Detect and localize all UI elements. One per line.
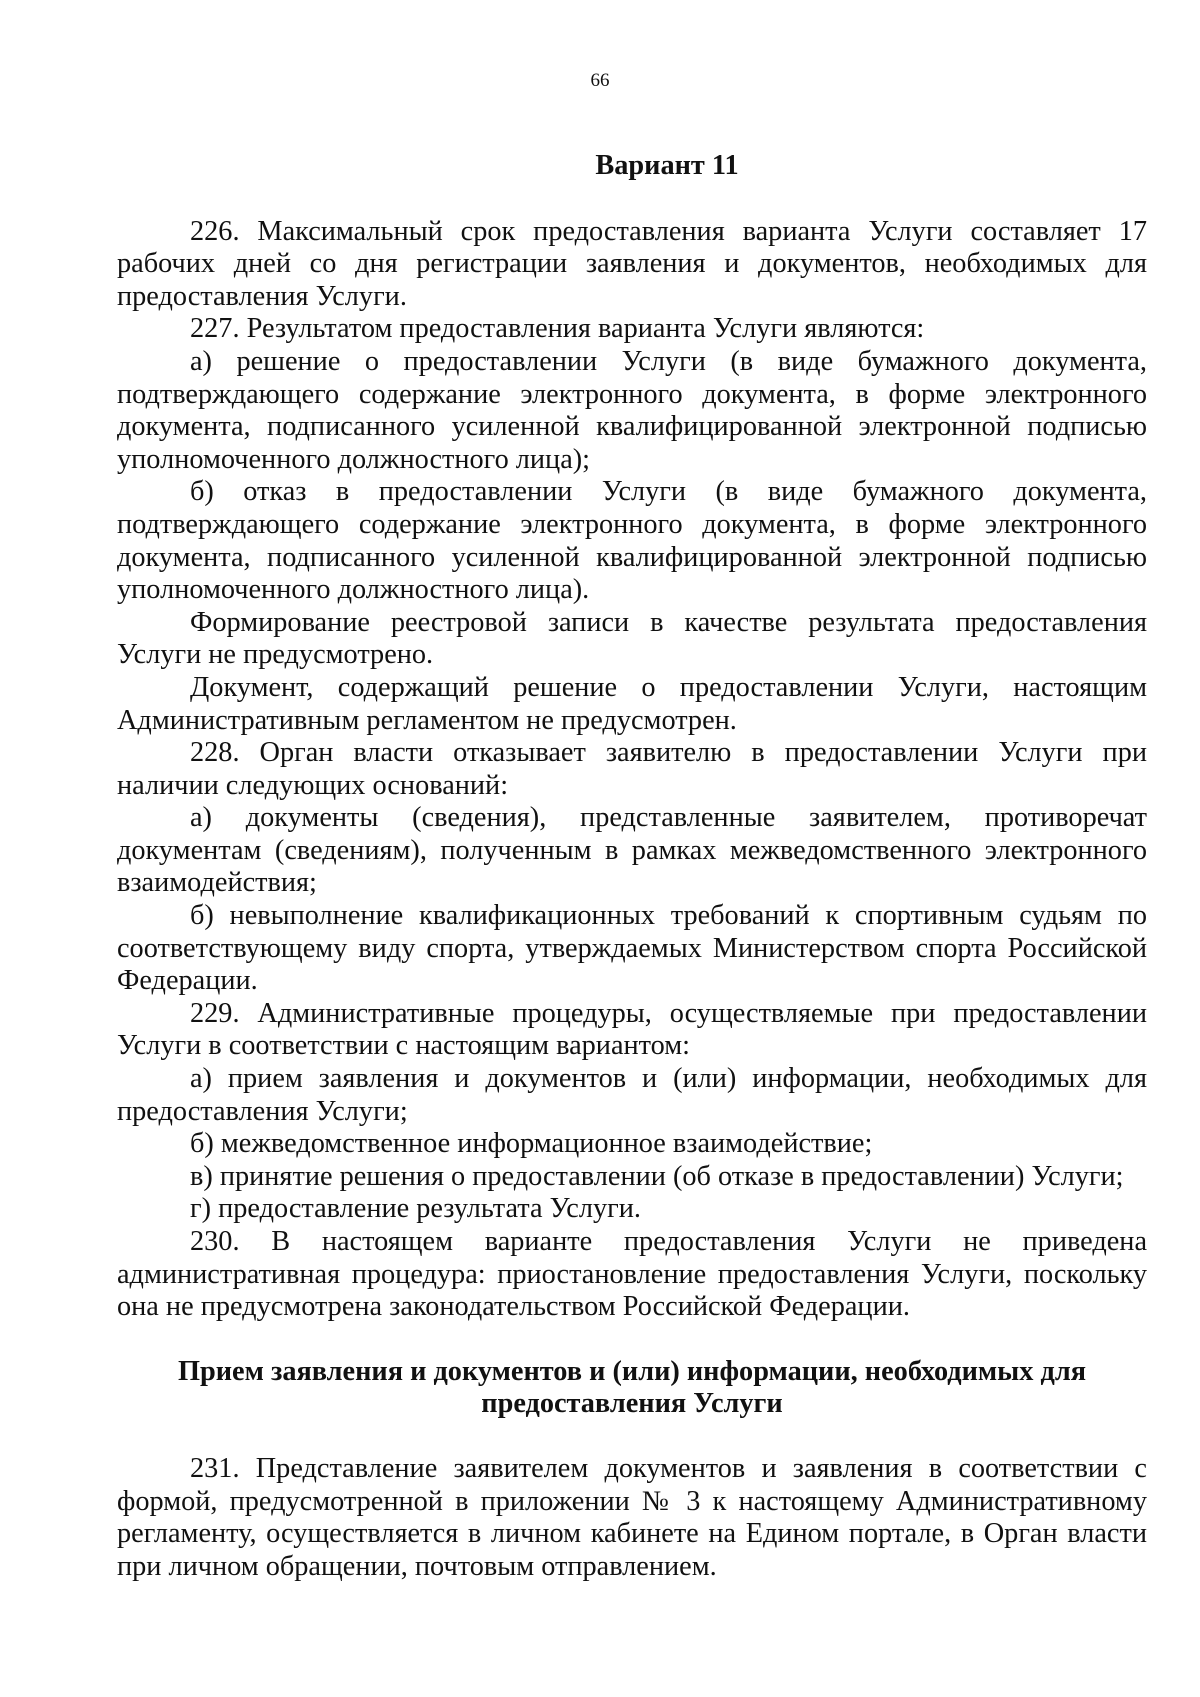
document-body <box>117 150 1147 1583</box>
page-number: 66 <box>590 70 610 91</box>
spacer <box>117 1421 1147 1453</box>
section-heading <box>117 1356 1147 1421</box>
list-item-229-a: а) прием заявления и документов и (или) информации, необходимых для предоставления Услуги; <box>117 1063 1147 1127</box>
list-item-229-b: б) межведомственное информационное взаимодействие; <box>190 1128 873 1160</box>
spacer <box>117 183 1147 216</box>
paragraph-decision-document: Документ, содержащий решение о предоставлении Услуги, настоящим Административным регламентом не предусмотрен. <box>117 671 1147 736</box>
paragraph-229: 229. Административные процедуры, осуществляемые при предоставлении Услуги в соответствии с настоящим вариантом: <box>117 997 1147 1062</box>
paragraph-228: 228. Орган власти отказывает заявителю в предоставлении Услуги при наличии следующих оснований: <box>117 737 1147 801</box>
paragraph-230: 230. В настоящем варианте предоставления Услуги не приведена административная процедура: приостановление предоставления Услуги, поскольку она не предусмотрена законодательством Российской Федерации. <box>117 1226 1147 1323</box>
paragraph-227: 227. Результатом предоставления варианта Услуги являются: <box>190 313 925 345</box>
list-item-229-c: в) принятие решения о предоставлении (об отказе в предоставлении) Услуги; <box>190 1160 1124 1192</box>
list-item-228-a: а) документы (сведения), представленные заявителем, противоречат документам (сведениям), полученным в рамках межведомственного электронного взаимодействия; <box>117 802 1147 899</box>
list-item-229-d: г) предоставление результата Услуги. <box>190 1193 641 1225</box>
section-heading-line-1: Прием заявления и документов и (или) информации, необходимых для <box>177 1355 1086 1387</box>
paragraph-registry-record: Формирование реестровой записи в качестве результата предоставления Услуги не предусмотрено. <box>117 606 1147 671</box>
paragraph-226: 226. Максимальный срок предоставления варианта Услуги составляет 17 рабочих дней со дня регистрации заявления и документов, необходимых для предоставления Услуги. <box>117 215 1147 312</box>
paragraph-231: 231. Представление заявителем документов и заявления в соответствии с формой, предусмотренной в приложении № 3 к настоящему Административному регламенту, осуществляется в личном кабинете на Едином портале, в Орган власти при личном обращении, почтовым отправлением. <box>117 1452 1147 1582</box>
section-heading-line-2: предоставления Услуги <box>481 1388 783 1420</box>
spacer <box>117 1324 1147 1356</box>
list-item-227-b: б) отказ в предоставлении Услуги (в виде бумажного документа, подтверждающего содержание электронного документа, в форме электронного документа, подписанного усиленной квалифицированной электронной подписью уполномоченного должностного лица). <box>117 476 1147 606</box>
list-item-227-a: а) решение о предоставлении Услуги (в виде бумажного документа, подтверждающего содержание электронного документа, в форме электронного документа, подписанного усиленной квалифицированной электронной подписью уполномоченного должностного лица); <box>117 345 1147 475</box>
variant-title: Вариант 11 <box>595 150 739 181</box>
list-item-228-b: б) невыполнение квалификационных требований к спортивным судьям по соответствующему виду спорта, утверждаемых Министерством спорта Российской Федерации. <box>117 900 1147 997</box>
